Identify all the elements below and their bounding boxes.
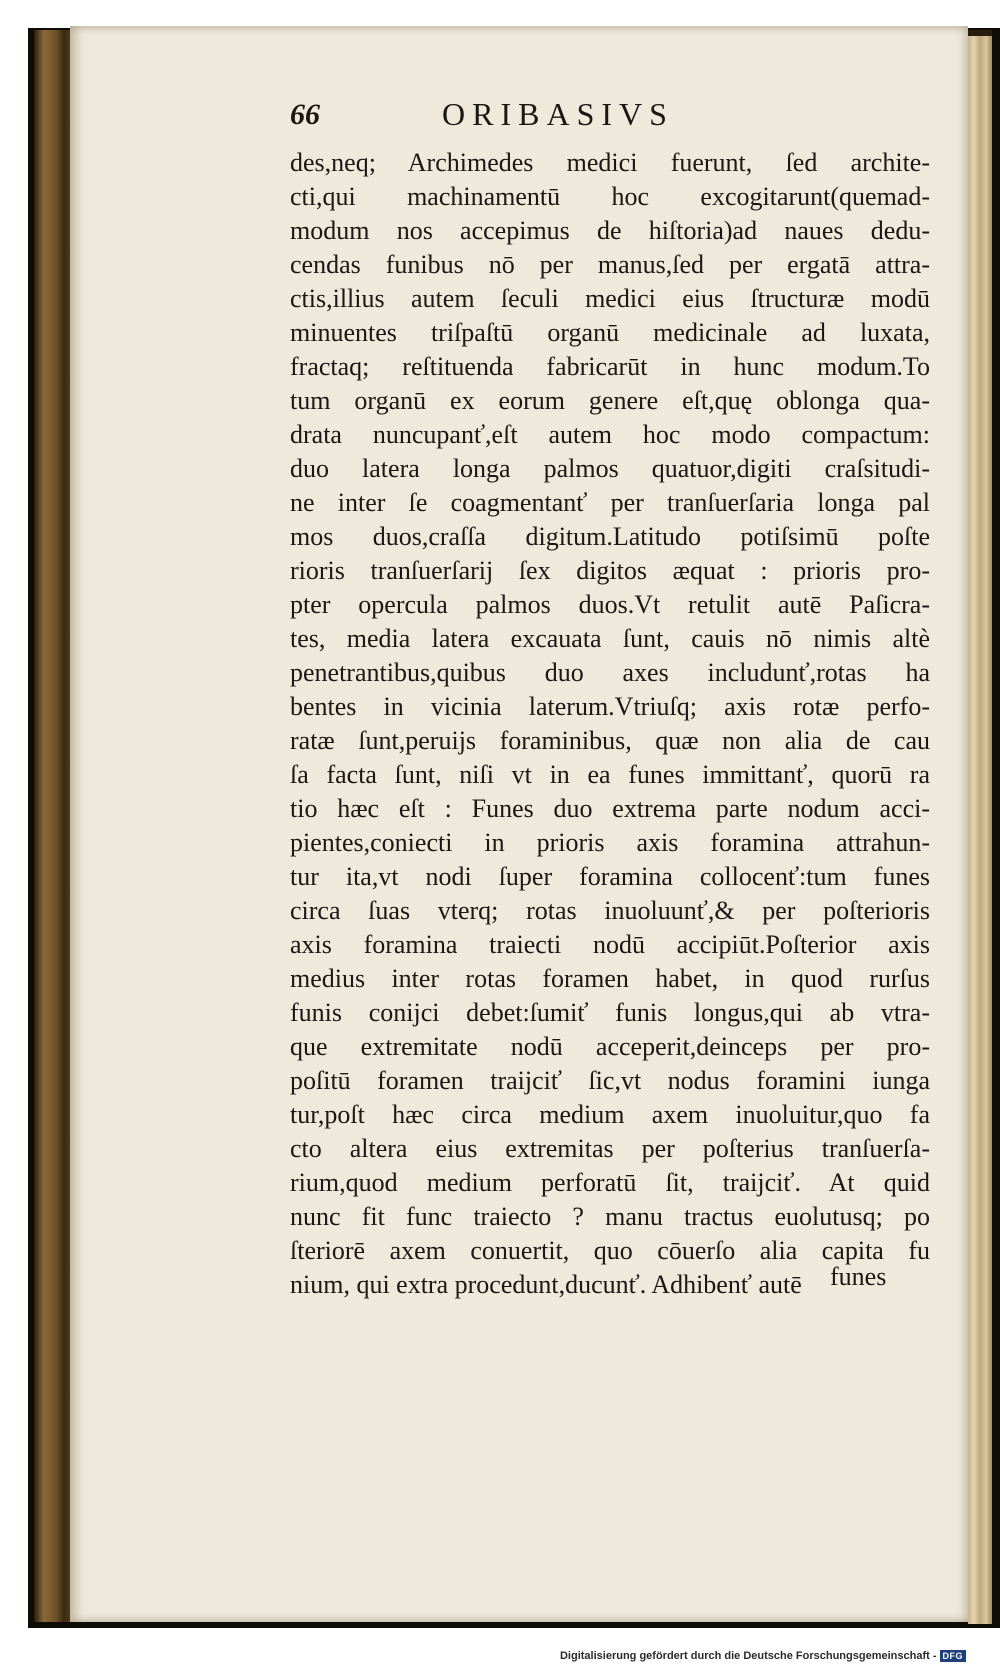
text-line: modum nos accepimus de hiſtoria)ad naues dedu- [290,216,930,245]
text-line: ratæ ſunt,peruijs foraminibus, quæ non alia de cau [290,726,930,755]
text-line: ſa facta ſunt, niſi vt in ea funes immittanť, quorū ra [290,760,930,789]
text-line: rioris tranſuerſarij ſex digitos æquat : prioris pro- [290,556,930,585]
text-line: tes, media latera excauata ſunt, cauis nō nimis altè [290,624,930,653]
text-line: axis foramina traiecti nodū accipiūt.Poſterior axis [290,930,930,959]
body-text [290,146,930,1302]
text-line: penetrantibus,quibus duo axes includunť,rotas ha [290,658,930,687]
text-line: funis conijci debet:ſumiť funis longus,qui ab vtra- [290,998,930,1027]
page-number: 66 [290,98,320,131]
text-line: minuentes triſpaſtū organū medicinale ad luxata, [290,318,930,347]
text-line: pter opercula palmos duos.Vt retulit autē Paſicra- [290,590,930,619]
text-line: nium, qui extra procedunt,ducunť. Adhibenť autē [290,1270,802,1299]
text-line: bentes in vicinia laterum.Vtriuſq; axis rotæ perfo- [290,692,930,721]
running-head: ORIBASIVS [442,96,674,132]
text-line: ctis,illius autem ſeculi medici eius ſtructuræ modū [290,284,930,313]
page-header [290,98,950,138]
text-line: tur ita,vt nodi ſuper foramina collocenť:tum funes [290,862,930,891]
text-line: mos duos,craſſa digitum.Latitudo potiſsimū poſte [290,522,930,551]
text-line: tum organū ex eorum genere eſt,quę oblonga qua- [290,386,930,415]
text-line: poſitū foramen traijciť ſic,vt nodus foramini iunga [290,1066,930,1095]
text-line: tur,poſt hæc circa medium axem inuoluitur,quo fa [290,1100,930,1129]
catchword: funes [830,1262,887,1291]
text-line: cto altera eius extremitas per poſterius tranſuerſa- [290,1134,930,1163]
text-line: duo latera longa palmos quatuor,digiti craſsitudi- [290,454,930,483]
text-line: tio hæc eſt : Funes duo extrema parte nodum acci- [290,794,930,823]
text-line: des,neq; Archimedes medici fuerunt, ſed archite- [290,148,930,177]
text-line: drata nuncupanť,eſt autem hoc modo compactum: [290,420,930,449]
text-line: ne inter ſe coagmentanť per tranſuerſaria longa pal [290,488,930,517]
text-line: nunc fit func traiecto ? manu tractus euolutusq; po [290,1202,930,1231]
digitization-credit [560,1650,966,1662]
text-line: cendas funibus nō per manus,ſed per ergatā attra- [290,250,930,279]
text-line: circa ſuas vterq; rotas inuoluunť,& per poſterioris [290,896,930,925]
text-line: medius inter rotas foramen habet, in quod rurſus [290,964,930,993]
credit-text: Digitalisierung gefördert durch die Deutsche Forschungsgemeinschaft - [559,1650,937,1662]
page-edges [968,36,992,1624]
text-line: cti,qui machinamentū hoc excogitarunt(quemad- [290,182,930,211]
text-line: rium,quod medium perforatū ſit, traijciť. At quid [290,1168,930,1197]
text-line: ſteriorē axem conuertit, quo cōuerſo alia capita fu [290,1236,930,1265]
text-line: que extremitate nodū acceperit,deinceps per pro- [290,1032,930,1061]
text-line: pientes,coniecti in prioris axis foramina attrahun- [290,828,930,857]
text-line: fractaq; reſtituenda fabricarūt in hunc modum.To [290,352,930,381]
dfg-logo: DFG [940,1650,967,1662]
